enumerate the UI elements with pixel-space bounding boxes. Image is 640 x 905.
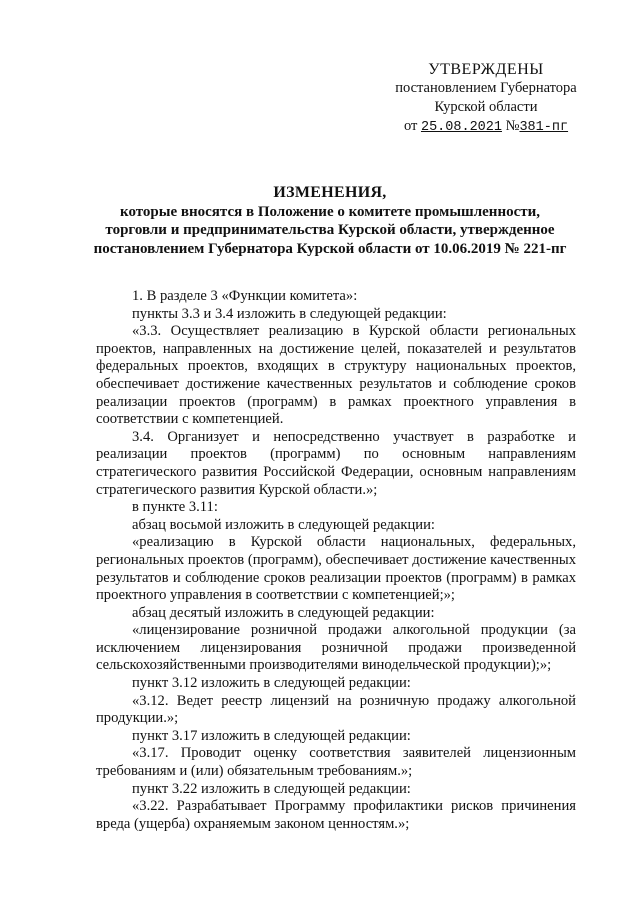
approval-line-2: Курской области xyxy=(434,99,538,115)
approval-line-1: постановлением Губернатора xyxy=(395,80,577,96)
paragraph: «3.22. Разрабатывает Программу профилактики рисков причинения вреда (ущерба) охраняемым законом ценностям.»; xyxy=(96,798,576,832)
paragraph: «3.17. Проводит оценку соответствия заявителей лицензионным требованиям и (или) обязательным требованиям.»; xyxy=(96,745,576,780)
paragraph: «лицензирование розничной продажи алкогольной продукции (за исключением лицензирования розничной продажи произведенной сельскохозяйственными производителями винодельческой продукции);»; xyxy=(96,622,576,674)
date-prefix: от xyxy=(403,118,418,134)
paragraph: пункт 3.12 изложить в следующей редакции: xyxy=(132,675,411,692)
approval-number: 381-пг xyxy=(519,120,569,135)
paragraph: «реализацию в Курской области национальных, федеральных, региональных проектов (программ), обеспечивает достижение качественных результатов и соблюдение сроков реализации проектов (программ) в рамках проектного управления в соответствии с компетенцией;»; xyxy=(96,534,576,604)
approval-stamp xyxy=(386,60,586,137)
title-subtitle-line-3: постановлением Губернатора Курской области от 10.06.2019 № 221-пг xyxy=(93,240,567,257)
paragraph: абзац десятый изложить в следующей редакции: xyxy=(132,604,435,621)
paragraph: в пункте 3.11: xyxy=(132,499,218,516)
approval-date: 25.08.2021 xyxy=(420,120,502,135)
title-subtitle-line-2: торговли и предпринимательства Курской области, утвержденное xyxy=(105,222,555,238)
paragraph: пункт 3.17 изложить в следующей редакции: xyxy=(132,727,411,744)
approval-date-line xyxy=(386,117,586,137)
title-heading: ИЗМЕНЕНИЯ, xyxy=(273,184,387,201)
paragraph: «3.3. Осуществляет реализацию в Курской области региональных проектов, направленных на достижение целей, показателей и результатов федеральных проектов, входящих в структуру национальных проектов, обеспечивает достижение качественных результатов и соблюдение сроков реализации проектов (программ) в рамках проектного управления в соответствии с компетенцией. xyxy=(96,323,576,428)
paragraph: 3.4. Организует и непосредственно участвует в разработке и реализации проектов (программ) по основным направлениям стратегического развития Российской Федерации, основным направлениям стратегического развития Курской области.»; xyxy=(96,428,576,498)
title-subtitle-line-1: которые вносятся в Положение о комитете промышленности, xyxy=(120,203,540,220)
number-prefix: № xyxy=(505,118,520,134)
paragraph: пункт 3.22 изложить в следующей редакции: xyxy=(132,780,411,797)
paragraph: абзац восьмой изложить в следующей редакции: xyxy=(132,516,435,533)
paragraph: «3.12. Ведет реестр лицензий на розничную продажу алкогольной продукции.»; xyxy=(96,692,576,727)
document-body xyxy=(96,288,576,833)
approval-heading: УТВЕРЖДЕНЫ xyxy=(428,61,544,78)
document-title xyxy=(80,184,580,258)
paragraph: 1. В разделе 3 «Функции комитета»: xyxy=(132,288,358,304)
paragraph: пункты 3.3 и 3.4 изложить в следующей редакции: xyxy=(132,305,447,322)
